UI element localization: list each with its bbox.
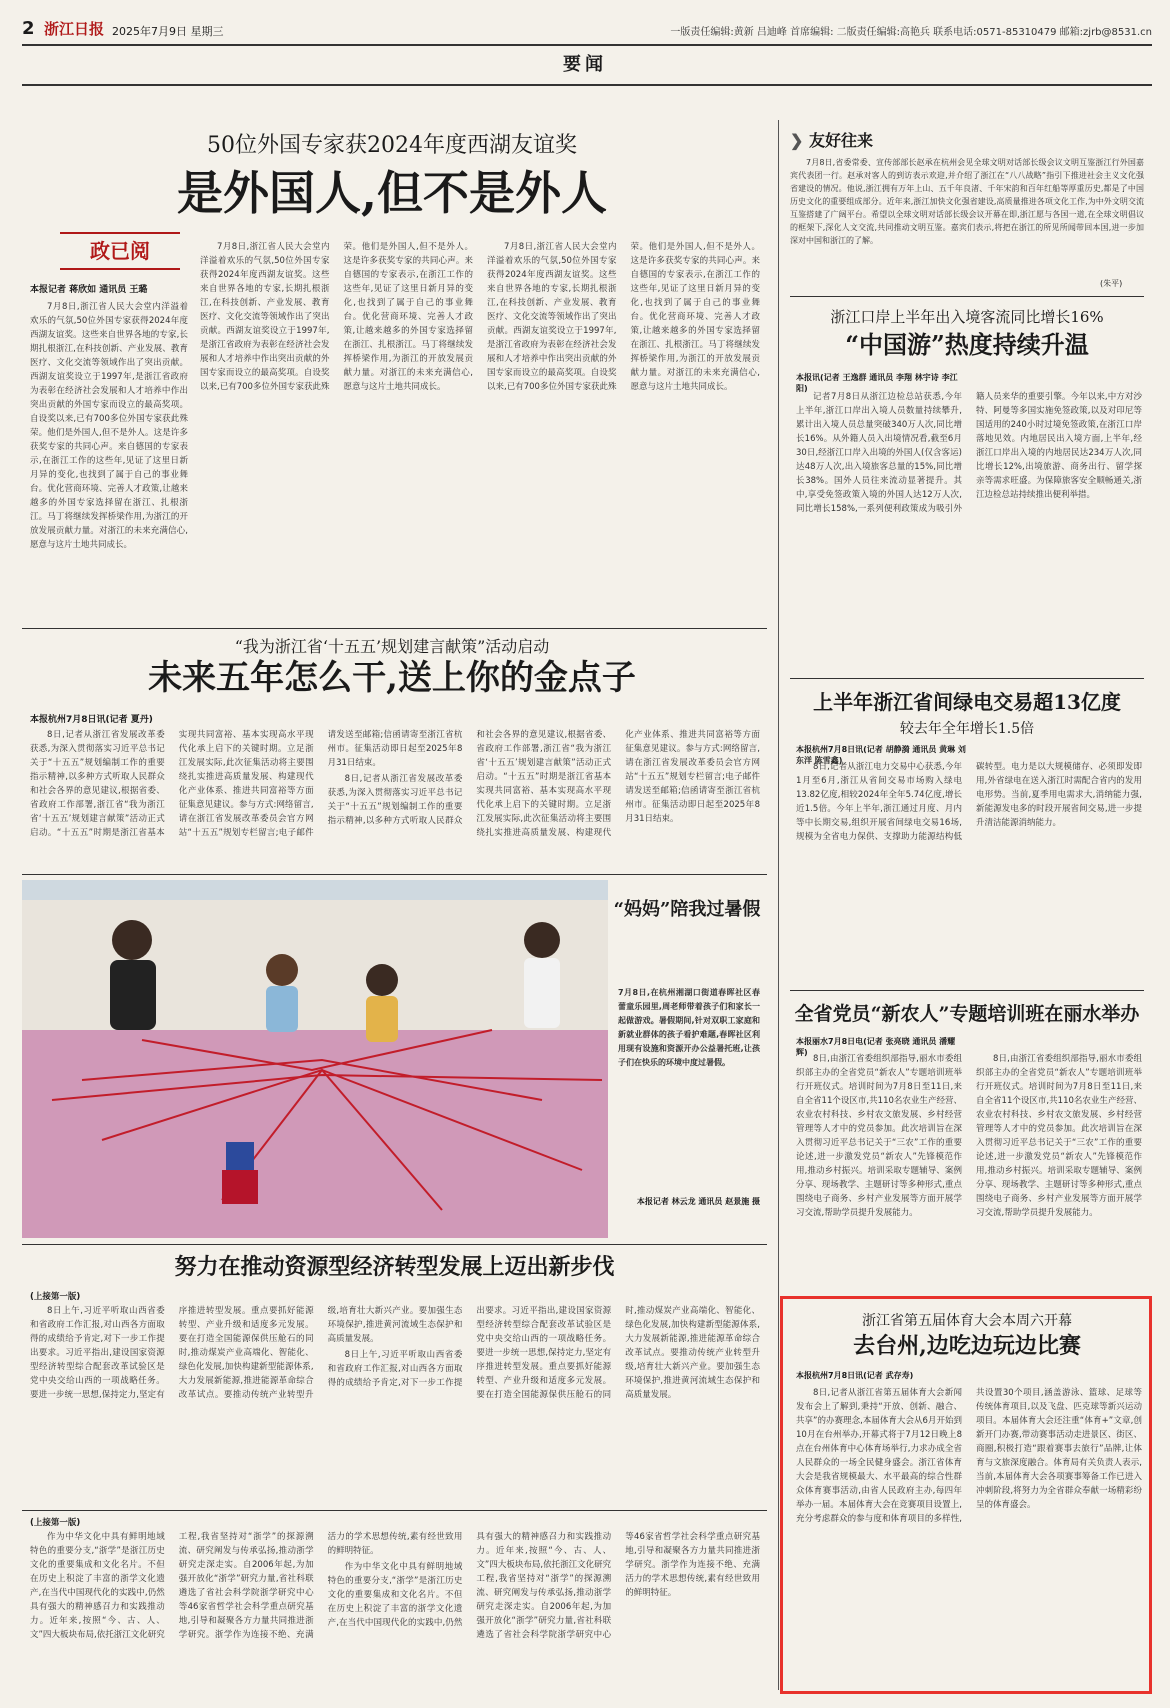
lead-byline: 本报记者 蒋欣如 通讯员 王璐 (30, 285, 148, 295)
issue-date: 2025年7月9日 星期三 (112, 25, 224, 38)
photo-credit: 本报记者 林云龙 通讯员 赵景施 摄 (636, 1197, 760, 1206)
friend-label: ❯ 友好往来 (790, 131, 873, 150)
masthead (22, 14, 1152, 46)
photo-title: “妈妈”陪我过暑假 (613, 899, 761, 920)
transform-from-front: (上接第一版) (30, 1292, 81, 1302)
divider (790, 296, 1144, 297)
sports-headline: 去台州,边吃边玩边比赛 (853, 1333, 1081, 1359)
column-divider (778, 120, 779, 1690)
editor-info: 一版责任编辑:黄新 吕迪峰 首席编辑: 二版责任编辑:高艳兵 联系电话:0571-85310479 邮箱:zjrb@8531.cn (670, 27, 1152, 38)
divider (22, 874, 767, 875)
power-headline: 上半年浙江省间绿电交易超13亿度 (813, 690, 1121, 714)
column-logo: 政已阅 (90, 239, 150, 263)
friend-body: 7月8日,省委常委、宣传部部长赵承在杭州会见全球文明对话部长级会议文明互鉴浙江行外国嘉宾代表团一行。赵承对客人的到访表示欢迎,并介绍了浙江在“八八战略”指引下推进社会主义文化强省建设的情况。他说,浙江拥有万年上山、五千年良渚、千年宋韵和百年红船等厚重历史,都是了中国历史文化的重要组成部分。近年来,浙江加快文化强省建设,高质量推进各项文化工作,为中外文明交流互鉴搭建了广阔平台。希望以全球文明对话部长级会议开幕在即,浙江愿与各国一道,在全球文明倡议的框架下,深化人文交流,共同推动文明互鉴。嘉宾们表示,将把在浙江的所见所闻带回本国,进一步加深对中国和浙江的了解。 (790, 158, 1144, 245)
section-rule (22, 84, 1152, 86)
lead-body-col1: 7月8日,浙江省人民大会堂内洋溢着欢乐的气氛,50位外国专家获得2024年度西湖友谊奖。这些来自世界各地的专家,长期扎根浙江,在科技创新、产业发展、教育医疗、文化交流等领域作出了突出贡献。西湖友谊奖设立于1997年,是浙江省政府为表彰在经济社会发展和人才培养中作出突出贡献的外国专家而设立的最高奖项。自设奖以来,已有700多位外国专家获此殊荣。他们是外国人,但不是外人。这是许多获奖专家的共同心声。来自德国的专家表示,在浙江工作的这些年,见证了这里日新月异的变化,也找到了属于自己的事业舞台。优化营商环境、完善人才政策,让越来越多的外国专家选择留在浙江、扎根浙江。马丁将继续发挥桥梁作用,为浙江的开放发展贡献力量。对浙江的未来充满信心,愿意与这片土地共同成长。 (30, 302, 188, 550)
power-subheadline: 较去年全年增长1.5倍 (899, 721, 1035, 737)
farmers-body: 8日,由浙江省委组织部指导,丽水市委组织部主办的全省党员“新农人”专题培训班举行开班仪式。培训时间为7月8日至11日,来自全省11个设区市,共110名农业生产经营、农业农村科技、乡村农文旅发展、乡村经营管理等人才中的党员参加。此次培训旨在深入贯彻习近平总书记关于“三农”工作的重要论述,进一步激发党员“新农人”先锋模范作用,推动乡村振兴。培训采取专题辅导、案例分享、现场教学、主题研讨等多种形式,重点围绕电子商务、乡村产业发展等方面开展学习交流,帮助学员提升发展能力。 8日,由浙江省委组织部指导,丽水市委组织部主办的全省党员“新农人”专题培训班举行开班仪式。培训时间为7月8日至11日,来自全省11个设区市,共110名农业生产经营、农业农村科技、乡村农文旅发展、乡村经营管理等人才中的党员参加。此次培训旨在深入贯彻习近平总书记关于“三农”工作的重要论述,进一步激发党员“新农人”先锋模范作用,推动乡村振兴。培训采取专题辅导、案例分享、现场教学、主题研讨等多种形式,重点围绕电子商务、乡村产业发展等方面开展学习交流,帮助学员提升发展能力。 (796, 1054, 1142, 1218)
photo-illustration (22, 880, 608, 1238)
power-byline: 本报杭州7月8日讯(记者 胡静漪 通讯员 黄琳 刘东洋 陈雪鑫) (796, 745, 966, 765)
kids-game-photo (22, 880, 608, 1238)
ideas-headline: 未来五年怎么干,送上你的金点子 (148, 658, 636, 698)
transform-body: 8日上午,习近平听取山西省委和省政府工作汇报,对山西各方面取得的成绩给予肯定,对下一步工作提出要求。习近平指出,建设国家资源型经济转型综合配套改革试验区是党中央交给山西的一项战略任务。要进一步统一思想,保持定力,坚定有序推进转型发展。重点要抓好能源转型、产业升级和适度多元发展。要在打造全国能源保供压舱石的同时,推动煤炭产业高端化、智能化、绿色化发展,加快构建新型能源体系,大力发展新能源,推进能源革命综合改革试点。要推动传统产业转型升级,培育壮大新兴产业。要加强生态环境保护,推进黄河流域生态保护和高质量发展。 8日上午,习近平听取山西省委和省政府工作汇报,对山西各方面取得的成绩给予肯定,对下一步工作提出要求。习近平指出,建设国家资源型经济转型综合配套改革试验区是党中央交给山西的一项战略任务。要进一步统一思想,保持定力,坚定有序推进转型发展。重点要抓好能源转型、产业升级和适度多元发展。要在打造全国能源保供压舱石的同时,推动煤炭产业高端化、智能化、绿色化发展,加快构建新型能源体系,大力发展新能源,推进能源革命综合改革试点。要推动传统产业转型升级,培育壮大新兴产业。要加强生态环境保护,推进黄河流域生态保护和高质量发展。 (30, 1306, 760, 1400)
sports-byline: 本报杭州7月8日讯(记者 武存寿) (796, 1371, 914, 1380)
column-logo-box (60, 232, 180, 270)
travel-headline: “中国游”热度持续升温 (845, 330, 1089, 359)
culture-from-front: (上接第一版) (30, 1518, 81, 1528)
culture-body: 作为中华文化中具有鲜明地域特色的重要分支,“浙学”是浙江历史文化的重要集成和文化名片。不但在历史上积淀了丰富的浙学文化遗产,在当代中国现代化的实践中,仍然具有强大的精神感召力和实践推动力。近年来,按照“今、古、人、文”四大板块布局,依托浙江文化研究工程,我省坚持对“浙学”的探源溯流、研究阐发与传承弘扬,推动浙学研究走深走实。自2006年起,为加强开放化“浙学”研究力量,省社科联遴选了省社会科学院浙学研究中心等46家省哲学社会科学重点研究基地,引导和凝聚各方力量共同推进浙学研究。浙学作为连接不绝、充满活力的学术思想传统,素有经世致用的鲜明特征。 作为中华文化中具有鲜明地域特色的重要分支,“浙学”是浙江历史文化的重要集成和文化名片。不但在历史上积淀了丰富的浙学文化遗产,在当代中国现代化的实践中,仍然具有强大的精神感召力和实践推动力。近年来,按照“今、古、人、文”四大板块布局,依托浙江文化研究工程,我省坚持对“浙学”的探源溯流、研究阐发与传承弘扬,推动浙学研究走深走实。自2006年起,为加强开放化“浙学”研究力量,省社科联遴选了省社会科学院浙学研究中心等46家省哲学社会科学重点研究基地,引导和凝聚各方力量共同推进浙学研究。浙学作为连接不绝、充满活力的学术思想传统,素有经世致用的鲜明特征。 (30, 1532, 760, 1640)
power-body: 8日,记者从浙江电力交易中心获悉,今年1月至6月,浙江从省间交易市场购入绿电13.82亿度,相较2024年全年5.74亿度,增长近1.5倍。今年上半年,浙江通过月度、月内等中长期交易,组织开展省间绿电交易16场,规模为全省电力保供、支撑助力能源结构低碳转型。电力是以大规模储存、必须即发即用,外省绿电在送入浙江时需配合省内的发用电形势。当前,夏季用电需求大,消纳能力强,新能源发电多的时段开展省间交易,进一步提升清洁能源消纳能力。 (796, 762, 1142, 842)
ideas-body: 8日,记者从浙江省发展改革委获悉,为深入贯彻落实习近平总书记关于“十五五”规划编制工作的重要指示精神,以多种方式听取人民群众和社会各界的意见建议,根据省委、省政府工作部署,浙江省“我为浙江省‘十五五’规划建言献策”活动正式启动。“十五五”时期是浙江省基本实现共同富裕、基本实现高水平现代化承上启下的关键时期。立足浙江发展实际,此次征集活动将主要围绕扎实推进高质量发展、构建现代化产业体系、推进共同富裕等方面征集意见建议。参与方式:网络留言,请在浙江省发展改革委员会官方网站“十五五”规划专栏留言;电子邮件请发送至邮箱;信函请寄至浙江省杭州市。征集活动即日起至2025年8月31日结束。 8日,记者从浙江省发展改革委获悉,为深入贯彻落实习近平总书记关于“十五五”规划编制工作的重要指示精神,以多种方式听取人民群众和社会各界的意见建议,根据省委、省政府工作部署,浙江省“我为浙江省‘十五五’规划建言献策”活动正式启动。“十五五”时期是浙江省基本实现共同富裕、基本实现高水平现代化承上启下的关键时期。立足浙江发展实际,此次征集活动将主要围绕扎实推进高质量发展、构建现代化产业体系、推进共同富裕等方面征集意见建议。参与方式:网络留言,请在浙江省发展改革委员会官方网站“十五五”规划专栏留言;电子邮件请发送至邮箱;信函请寄至浙江省杭州市。征集活动即日起至2025年8月31日结束。 (30, 730, 760, 838)
lead-kicker: 50位外国专家获2024年度西湖友谊奖 (207, 133, 577, 158)
divider (790, 990, 1144, 991)
lead-headline: 是外国人,但不是外人 (176, 166, 607, 220)
sports-body: 8日,记者从浙江省第五届体育大会新闻发布会上了解到,秉持“开放、创新、融合、共享”的办赛理念,本届体育大会从6月开始到10月在台州举办,开幕式将于7月12日晚上8点在台州体育中心体育场举行,力求办成全省人民群众的一场全民健身盛会。浙江省体育大会是我省规模最大、水平最高的综合性群众体育赛事活动,由省人民政府主办,每四年举办一届。本届体育大会在竞赛项目设置上,充分考虑群众的参与度和体育项目的多样性,共设置30个项目,涵盖游泳、篮球、足球等传统体育项目,以及飞盘、匹克球等新兴运动项目。本届体育大会还注重“体育+”文章,创新开门办赛,带动赛事活动走进景区、街区、商圈,积极打造“跟着赛事去旅行”品牌,让体育与文旅深度融合。体育局有关负责人表示,当前,本届体育大会各项赛事筹备工作已进入冲刺阶段,将努力为全省群众奉献一场精彩纷呈的体育盛会。 (796, 1388, 1142, 1524)
ideas-kicker: “我为浙江省‘十五五’规划建言献策”活动启动 (234, 637, 550, 656)
paper-name: 浙江日报 (44, 20, 105, 38)
farmers-headline: 全省党员“新农人”专题培训班在丽水举办 (794, 1003, 1140, 1025)
divider (790, 678, 1144, 679)
lead-body-cols: 7月8日,浙江省人民大会堂内洋溢着欢乐的气氛,50位外国专家获得2024年度西湖友谊奖。这些来自世界各地的专家,长期扎根浙江,在科技创新、产业发展、教育医疗、文化交流等领域作出了突出贡献。西湖友谊奖设立于1997年,是浙江省政府为表彰在经济社会发展和人才培养中作出突出贡献的外国专家而设立的最高奖项。自设奖以来,已有700多位外国专家获此殊荣。他们是外国人,但不是外人。这是许多获奖专家的共同心声。来自德国的专家表示,在浙江工作的这些年,见证了这里日新月异的变化,也找到了属于自己的事业舞台。优化营商环境、完善人才政策,让越来越多的外国专家选择留在浙江、扎根浙江。马丁将继续发挥桥梁作用,为浙江的开放发展贡献力量。对浙江的未来充满信心,愿意与这片土地共同成长。 7月8日,浙江省人民大会堂内洋溢着欢乐的气氛,50位外国专家获得2024年度西湖友谊奖。这些来自世界各地的专家,长期扎根浙江,在科技创新、产业发展、教育医疗、文化交流等领域作出了突出贡献。西湖友谊奖设立于1997年,是浙江省政府为表彰在经济社会发展和人才培养中作出突出贡献的外国专家而设立的最高奖项。自设奖以来,已有700多位外国专家获此殊荣。他们是外国人,但不是外人。这是许多获奖专家的共同心声。来自德国的专家表示,在浙江工作的这些年,见证了这里日新月异的变化,也找到了属于自己的事业舞台。优化营商环境、完善人才政策,让越来越多的外国专家选择留在浙江、扎根浙江。马丁将继续发挥桥梁作用,为浙江的开放发展贡献力量。对浙江的未来充满信心,愿意与这片土地共同成长。 (200, 242, 760, 392)
divider (22, 1244, 767, 1245)
travel-byline: 本报讯(记者 王逸群 通讯员 李翔 林宇诗 李江阳) (796, 373, 958, 393)
sports-kicker: 浙江省第五届体育大会本周六开幕 (862, 1313, 1072, 1329)
friend-source: (朱平) (1100, 279, 1123, 288)
farmers-byline: 本报丽水7月8日电(记者 张亮晓 通讯员 潘耀辉) (796, 1037, 956, 1057)
transform-headline: 努力在推动资源型经济转型发展上迈出新步伐 (174, 1254, 615, 1280)
divider (22, 1510, 767, 1511)
chevron-icon: ❯ (790, 131, 809, 150)
ideas-byline: 本报杭州7月8日讯(记者 夏丹) (30, 715, 153, 725)
section-title: 要闻 (563, 54, 607, 75)
page-number: 2 (22, 18, 35, 39)
divider (22, 628, 767, 629)
photo-caption: 7月8日,在杭州湘湖口街道春晖社区春蕾童乐园里,周老师带着孩子们和家长一起做游戏。暑假期间,针对双职工家庭和新就业群体的孩子看护难题,春晖社区利用现有设施和资源开办公益暑托班,让孩子们在快乐的环境中度过暑假。 (618, 988, 760, 1067)
travel-body: 记者7月8日从浙江边检总站获悉,今年上半年,浙江口岸出入境人员数量持续攀升,累计出入境人员总量突破340万人次,同比增长16%。从外籍人员入出境情况看,截至6月30日,经浙江口岸入出境的外国人(仅含客运)达48万人次,出入境旅客总量的15%,同比增长38%。国外人员往来流动显著提升。其中,享受免签政策入境的外国人达12万人次,同比增长158%,一系列便利政策成为吸引外籍人员来华的重要引擎。今年以来,中方对沙特、阿曼等多国实施免签政策,以及对印尼等国适用的240小时过境免签政策,在浙江口岸落地见效。内地居民出入境方面,上半年,经浙江口岸出入境的内地居民达234万人次,同比增长12%,出境旅游、商务出行、留学探亲等需求旺盛。为保障旅客安全顺畅通关,浙江边检总站持续推出便利举措。 (796, 392, 1142, 514)
travel-kicker: 浙江口岸上半年出入境客流同比增长16% (830, 308, 1104, 326)
